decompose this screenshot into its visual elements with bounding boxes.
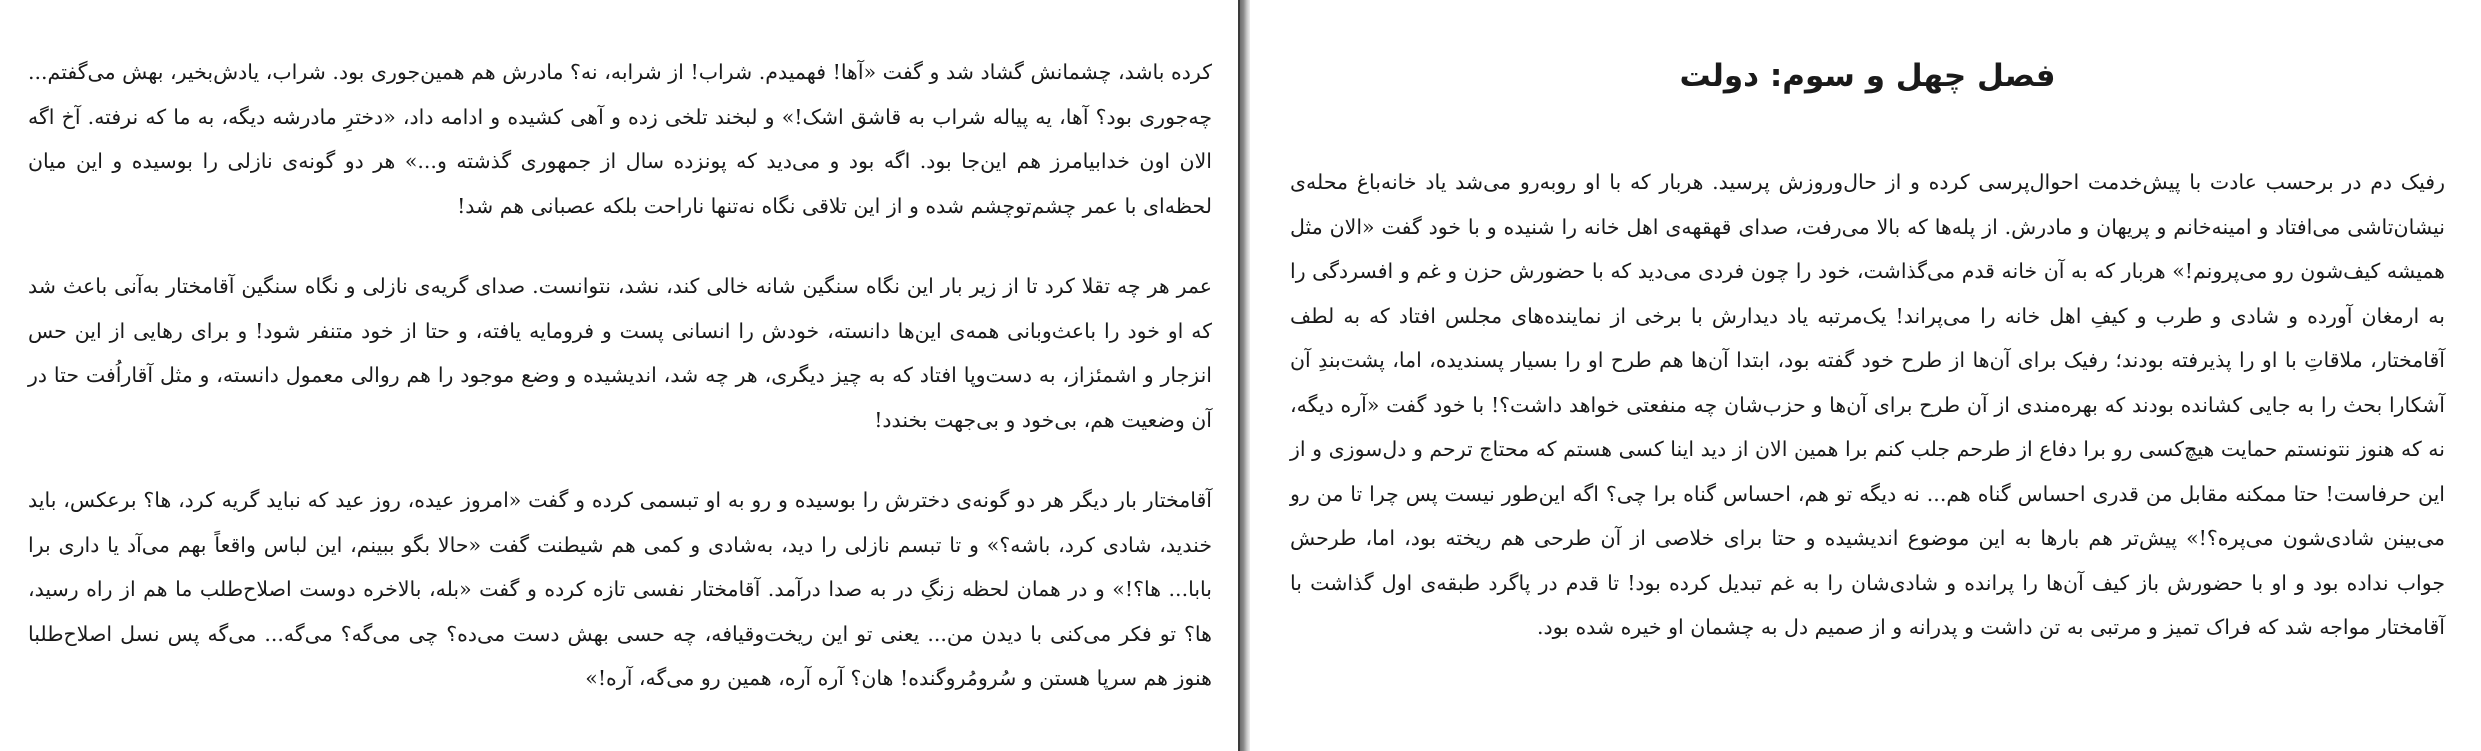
left-paragraph-3: آقامختار بار دیگر هر دو گونه‌ی دخترش را بوسیده و رو به او تبسمی کرده و گفت «امروز عیده، روز عید که نباید گریه کرد، ها؟ برعکس، باید خندید، شادی کرد، باشه؟» و تا تبسم نازلی را دید، به‌شادی و کمی هم شیطنت گفت «حالا بگو ببینم، این لباس واقعاً بهم می‌آد یا داری برا بابا... ها؟!» و در همان لحظه زنگِ در به صدا درآمد. آقامختار نفسی تازه کرده و گفت «بله، بالاخره دوست اصلاح‌طلب ما هم از راه رسید، ها؟ تو فکر می‌کنی با دیدن من... یعنی تو این ریخت‌وقیافه، چه حسی بهش دست می‌ده؟ چی می‌گه؟ می‌گه... می‌گه پس نسل اصلاح‌طلبا هنوز هم سرپا هستن و سُرومُروگنده! هان؟ آره آره، همین رو می‌گه، آره!» bbox=[28, 488, 1212, 690]
right-paragraph-1: رفیک دم در برحسب عادت با پیش‌خدمت احوال‌پرسی کرده و از حال‌وروزش پرسید. هربار که با او روبه‌رو می‌شد یاد خانه‌باغ محله‌ی نیشان‌تاشی می‌افتاد و امینه‌خانم و پریهان و مادرش. از پله‌ها که بالا می‌رفت، صدای قهقهه‌ی اهل خانه را شنیده و با خود گفت «الان مثل همیشه کیف‌شون رو می‌پرونم!» هربار که به آن خانه قدم می‌گذاشت، خود را چون فردی می‌دید که با حضورش حزن و غم و افسردگی را به ارمغان آورده و شادی و طرب و کیفِ اهل خانه را می‌پراند! یک‌مرتبه یاد دیدارش با برخی از نماینده‌های مجلس افتاد که به لطف آقامختار، ملاقاتِ با او را پذیرفته بودند؛ رفیک برای آن‌ها از طرح خود گفته بود، ابتدا آن‌ها هم طرح او را بسیار پسندیده، اما، پشت‌بندِ آن آشکارا بحث را به جایی کشانده بودند که بهره‌مندی از آن طرح برای آن‌ها و حزب‌شان چه منفعتی خواهد داشت؟! با خود گفت «آره دیگه، نه که هنوز نتونستم حمایت هیچ‌کسی رو برا دفاع از طرحم جلب کنم برا همین الان از دید اینا کسی هستم که محتاج ترحم و دل‌سوزی و از این حرفاست! حتا ممکنه مقابل من قدری احساس گناه هم... نه دیگه تو هم، احساس گناه برا چی؟ اگه این‌طور نیست پس چرا تا من رو می‌بینن شادی‌شون می‌پره؟!» پیش‌تر هم بارها به این موضوع اندیشیده و حتا برای خلاصی از آن طرحی هم ریخته بود، اما، طرحش جواب نداده بود و او با حضورش باز کیف آن‌ها را پرانده و شادی‌شان را به غم تبدیل کرده بود! تا قدم در پاگرد طبقه‌ی اول گذاشت با آقامختار مواجه شد که فراک تمیز و مرتبی به تن داشت و پدرانه و از صمیم دل به چشمان او خیره شده بود. bbox=[1290, 170, 2445, 639]
book-spine bbox=[1240, 0, 1250, 751]
left-page bbox=[0, 0, 1240, 751]
left-paragraph-1: کرده باشد، چشمانش گشاد شد و گفت «آها! فهمیدم. شراب! از شرابه، نه؟ مادرش هم همین‌جوری بود. شراب، یادش‌بخیر، بهش می‌گفتم... چه‌جوری بود؟ آها، یه پیاله شراب به قاشق اشک!» و لبخند تلخی زده و آهی کشیده و ادامه داد، «دخترِ مادرشه دیگه، به ما که نرفته. آخ اگه الان اون خدابیامرز هم این‌جا بود. اگه بود و می‌دید که پونزده سال از جمهوری گذشته و...» هر دو گونه‌ی نازلی را بوسیده و این میان لحظه‌ای با عمر چشم‌توچشم شده و از این تلاقی نگاه نه‌تنها ناراحت بلکه عصبانی هم شد! bbox=[28, 60, 1212, 218]
left-paragraph-2: عمر هر چه تقلا کرد تا از زیر بار این نگاه سنگین شانه خالی کند، نشد، نتوانست. صدای گریه‌ی نازلی و نگاه سنگین آقامختار به‌آنی باعث شد که او خود را باعث‌وبانی همه‌ی این‌ها دانسته، خودش را انسانی پست و فرومایه یافته، و حتا از خود متنفر شود! و برای رهایی از این حس انزجار و اشمئزاز، به دست‌وپا افتاد که به چیز دیگری، هر چه شد، اندیشیده و وضع موجود را هم روالی معمول دانسته، و مثل آقاراُفت حتا در آن وضعیت هم، بی‌خود و بی‌جهت بخندد! bbox=[28, 274, 1212, 432]
right-page bbox=[1250, 0, 2481, 751]
chapter-title: فصل چهل و سوم: دولت bbox=[1679, 58, 2056, 94]
